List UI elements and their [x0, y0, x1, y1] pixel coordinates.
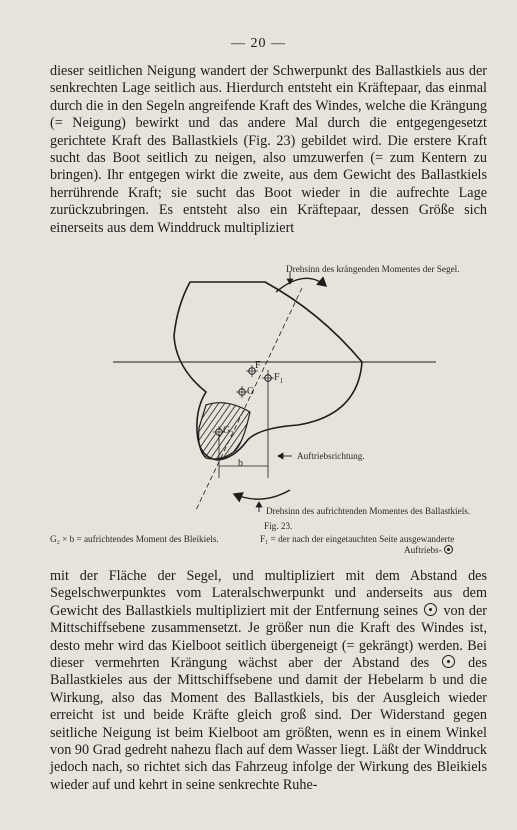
- page-number: — 20 —: [231, 36, 286, 51]
- center-symbol-icon: [444, 545, 453, 554]
- center-symbol-icon: [442, 655, 455, 668]
- righting-moment-arrow: [234, 490, 290, 499]
- caption-right-2: Auftriebs-: [404, 545, 455, 556]
- paragraph-top: dieser seitlichen Neigung wandert der Schwerpunkt des Ballastkiels aus der senkrechten Lage seitlich aus. Hierdurch entsteht ein Kräftepaar, das einmal durch die in den Segeln angreifende Kraft des Windes, welche die Krängung (= Neigung) bewirkt und das andere Mal durch die entgegengesetzt gerichtete Kraft des Ballastkiels (Fig. 23) gebildet wird. Die erstere Kraft sucht das Boot seitlich zu neigen, also umzuwerfen (= zum Kentern zu bringen). Ihr entgegen wirkt die zweite, aus dem Gewicht des Ballastkiels herrührende Kraft; sie sucht das Boot wieder in die aufrechte Lage zurückzubringen. Es entsteht also ein Kräftepaar, dessen Größe sich einerseits aus dem Winddruck multipliziert: [50, 63, 487, 236]
- label-righting-moment: Drehsinn des aufrichtenden Momentes des Ballastkiels.: [266, 506, 471, 516]
- heeled-axis: [196, 288, 302, 510]
- label-heeling-moment: Drehsinn des krängenden Momentes der Segel.: [286, 264, 460, 274]
- figure-number: Fig. 23.: [264, 521, 293, 531]
- label-g: G: [247, 386, 255, 397]
- label-auftriebsrichtung: Auftriebsrichtung.: [297, 451, 365, 461]
- label-f: F: [255, 360, 261, 371]
- caption-left: G₂ × b = aufrichtendes Moment des Bleikiels.: [50, 534, 219, 544]
- label-b: b: [238, 458, 243, 469]
- label-f1: $F_1$: [274, 372, 284, 385]
- paragraph-bottom: mit der Fläche der Segel, und multipliziert mit dem Abstand des Segelschwerpunktes vom Lateralschwerpunkt und anderseits aus dem Gewicht des Ballastkiels multipliziert mit der Entfernung seines von der Mittschiffsebene zusammensetzt. Je größer nun die Kraft des Windes ist, desto mehr wird das Kielboot seitlich übergeneigt (= gekrängt) werden. Bei dieser vermehrten Krängung wächst aber der Abstand des des Ballastkieles aus der Mittschiffsebene und damit der Hebelarm b und die Wirkung, also das Moment des Ballastkiels, bis der Ausgleich wieder erreicht ist und beide Kräfte gleich groß sind. Der Widerstand gegen seitliche Neigung ist beim Kielboot am größten, wenn es in einem Winkel von 90 Grad gedreht nahezu flach auf dem Wasser liegt. Läßt der Winddruck jedoch nach, so richtet sich das Fahrzeug infolge der Wirkung des Bleikiels wieder auf und kehrt in seine senkrechte Ruhe-: [50, 568, 488, 793]
- label-g2: $G_2$: [223, 425, 234, 438]
- caption-right-1: F₁ = der nach der eingetauchten Seite ausgewanderte: [260, 534, 455, 544]
- center-symbol-icon: [424, 603, 437, 616]
